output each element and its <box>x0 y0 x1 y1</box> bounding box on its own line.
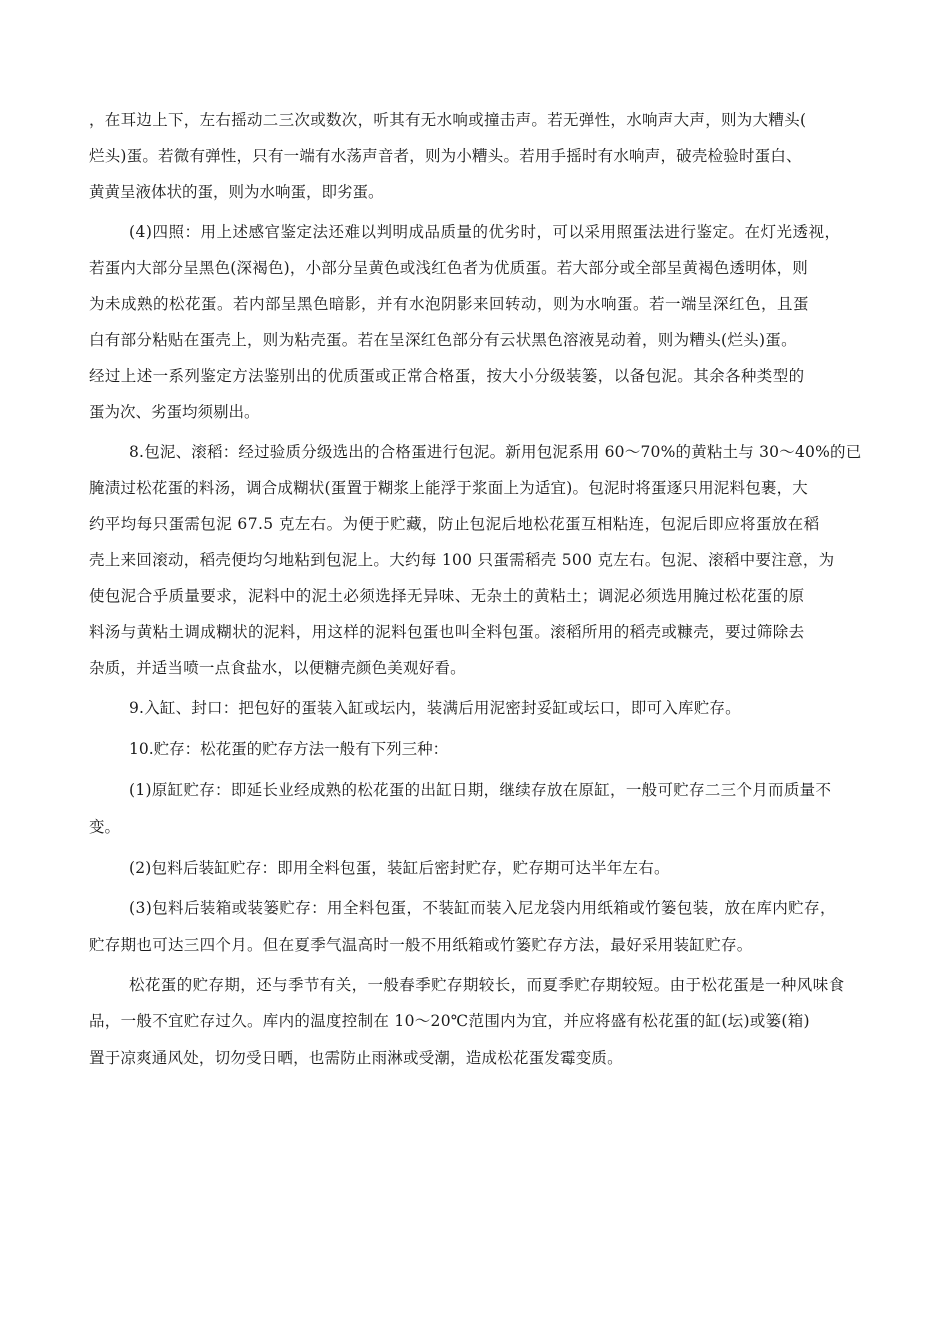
text-line: ，在耳边上下，左右摇动二三次或数次，听其有无水响或撞击声。若无弹性，水响声大声，则为大糟头( <box>89 111 807 129</box>
text-line: 变。 <box>89 818 121 836</box>
text-line: 若蛋内大部分呈黑色(深褐色)，小部分呈黄色或浅红色者为优质蛋。若大部分或全部呈黄褐色透明体，则 <box>89 259 808 277</box>
text-line: 贮存期也可达三四个月。但在夏季气温高时一般不用纸箱或竹篓贮存方法，最好采用装缸贮存。 <box>89 936 753 954</box>
text-line: (2)包料后装缸贮存：即用全料包蛋，装缸后密封贮存，贮存期可达半年左右。 <box>129 859 670 877</box>
text-line: 使包泥合乎质量要求，泥料中的泥土必须选择无异味、无杂土的黄粘土；调泥必须选用腌过松花蛋的原 <box>89 587 805 605</box>
text-line: (4)四照：用上述感官鉴定法还难以判明成品质量的优劣时，可以采用照蛋法进行鉴定。在灯光透视， <box>129 223 841 241</box>
text-line: 为未成熟的松花蛋。若内部呈黑色暗影，并有水泡阴影来回转动，则为水响蛋。若一端呈深红色，且蛋 <box>89 295 810 313</box>
text-line: 料汤与黄粘土调成糊状的泥料，用这样的泥料包蛋也叫全料包蛋。滚稻所用的稻壳或糠壳，要过筛除去 <box>89 623 805 641</box>
text-line: 置于凉爽通风处，切勿受日晒，也需防止雨淋或受潮，造成松花蛋发霉变质。 <box>89 1049 623 1067</box>
text-line: (3)包料后装箱或装篓贮存：用全料包蛋，不装缸而装入尼龙袋内用纸箱或竹篓包装，放在库内贮存， <box>129 899 836 917</box>
text-line: 白有部分粘贴在蛋壳上，则为粘壳蛋。若在呈深红色部分有云状黑色溶液晃动着，则为糟头(烂头)蛋。 <box>89 331 797 349</box>
text-line: 烂头)蛋。若微有弹性，只有一端有水荡声音者，则为小糟头。若用手摇时有水响声，破壳检验时蛋白、 <box>89 147 802 165</box>
text-line: 壳上来回滚动，稻壳便均匀地粘到包泥上。大约每 100 只蛋需稻壳 500 克左右。包泥、滚稻中要注意，为 <box>89 551 835 569</box>
text-line: 经过上述一系列鉴定方法鉴别出的优质蛋或正常合格蛋，按大小分级装篓，以备包泥。其余各种类型的 <box>89 367 805 385</box>
text-line: 品，一般不宜贮存过久。库内的温度控制在 10～20℃范围内为宜，并应将盛有松花蛋的缸(坛)或篓(箱) <box>89 1012 810 1030</box>
text-line: 黄黄呈液体状的蛋，则为水响蛋，即劣蛋。 <box>89 183 384 201</box>
text-line: 腌渍过松花蛋的料汤，调合成糊状(蛋置于糊浆上能浮于浆面上为适宜)。包泥时将蛋逐只用泥料包裹，大 <box>89 479 808 497</box>
text-line: 约平均每只蛋需包泥 67.5 克左右。为便于贮藏，防止包泥后地松花蛋互相粘连，包泥后即应将蛋放在稻 <box>89 515 820 533</box>
text-line: 8.包泥、滚稻：经过验质分级选出的合格蛋进行包泥。新用包泥系用 60～70%的黄粘土与 30～40%的已 <box>129 443 862 461</box>
text-line: (1)原缸贮存：即延长业经成熟的松花蛋的出缸日期，继续存放在原缸，一般可贮存二三个月而质量不 <box>129 781 832 799</box>
text-line: 杂质，并适当喷一点食盐水，以便糖壳颜色美观好看。 <box>89 659 466 677</box>
text-line: 10.贮存：松花蛋的贮存方法一般有下列三种： <box>129 740 449 758</box>
text-line: 9.入缸、封口：把包好的蛋装入缸或坛内，装满后用泥密封妥缸或坛口，即可入库贮存。 <box>129 699 741 717</box>
text-line: 松花蛋的贮存期，还与季节有关，一般春季贮存期较长，而夏季贮存期较短。由于松花蛋是一种风味食 <box>129 976 845 994</box>
text-line: 蛋为次、劣蛋均须剔出。 <box>89 403 260 421</box>
